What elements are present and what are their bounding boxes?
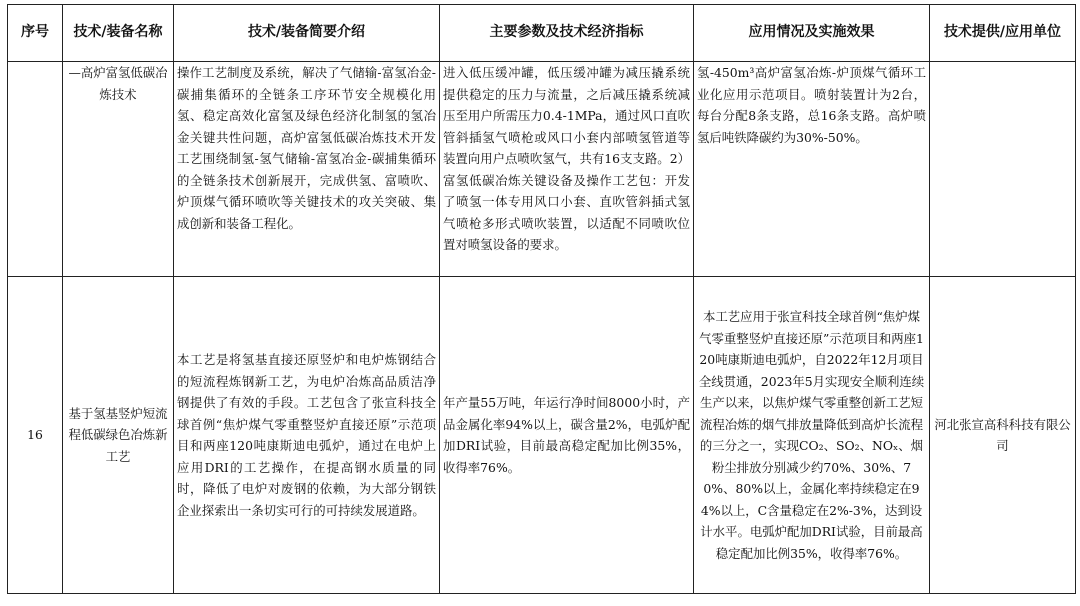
cell-no: 16 (8, 277, 63, 594)
cell-name: —高炉富氢低碳冶炼技术 (63, 62, 174, 277)
cell-application: 氢-450m³高炉富氢冶炼-炉顶煤气循环工业化应用示范项目。喷射装置计为2台，每台分配8条支路，总16条支路。高炉喷氢后吨铁降碳约为30%-50%。 (694, 62, 930, 277)
header-application: 应用情况及实施效果 (694, 5, 930, 62)
cell-params: 年产量55万吨，年运行净时间8000小时，产品金属化率94%以上，碳含量2%，电弧炉配加DRI试验，目前最高稳定配加比例35%，收得率76%。 (440, 277, 694, 594)
table-header-row (8, 5, 1076, 62)
cell-no (8, 62, 63, 277)
table-row (8, 62, 1076, 277)
header-intro: 技术/装备简要介绍 (174, 5, 440, 62)
cell-intro: 本工艺是将氢基直接还原竖炉和电炉炼钢结合的短流程炼钢新工艺，为电炉冶炼高品质洁净钢提供了有效的手段。工艺包含了张宣科技全球首例“焦炉煤气零重整竖炉直接还原”示范项目和两座120吨康斯迪电弧炉，通过在电炉上应用DRI的工艺操作，在提高钢水质量的同时，降低了电炉对废钢的依赖，为大部分钢铁企业探索出一条切实可行的可持续发展道路。 (174, 277, 440, 594)
cell-application: 本工艺应用于张宣科技全球首例“焦炉煤气零重整竖炉直接还原”示范项目和两座120吨康斯迪电弧炉，自2022年12月项目全线贯通，2023年5月实现安全顺利连续生产以来，以焦炉煤气零重整创新工艺短流程冶炼的烟气排放量降低到高炉长流程的三分之一，实现CO₂、SO₂、NOₓ、烟粉尘排放分别减少约70%、30%、70%、80%以上，金属化率持续稳定在94%以上，C含量稳定在2%-3%，达到设计水平。电弧炉配加DRI试验，目前最高稳定配加比例35%，收得率76%。 (694, 277, 930, 594)
tech-table (7, 4, 1076, 594)
header-no: 序号 (8, 5, 63, 62)
cell-provider (930, 62, 1076, 277)
cell-name: 基于氢基竖炉短流程低碳绿色冶炼新工艺 (63, 277, 174, 594)
header-params: 主要参数及技术经济指标 (440, 5, 694, 62)
header-provider: 技术提供/应用单位 (930, 5, 1076, 62)
cell-intro: 操作工艺制度及系统，解决了气储输-富氢冶金-碳捕集循环的全链条工序环节安全规模化用氢、稳定高效化富氢及绿色经济化制氢的氢冶金关键共性问题，高炉富氢低碳冶炼技术开发工艺围绕制氢-氢气储输-富氢冶金-碳捕集循环的全链条技术创新展开，完成供氢、富喷吹、炉顶煤气循环喷吹等关键技术的攻关突破、集成创新和装备工程化。 (174, 62, 440, 277)
header-name: 技术/装备名称 (63, 5, 174, 62)
table-row (8, 277, 1076, 594)
cell-params: 进入低压缓冲罐，低压缓冲罐为减压撬系统提供稳定的压力与流量，之后减压撬系统减压至用户所需压力0.4-1MPa，通过风口直吹管斜插氢气喷枪或风口小套内部喷氢管道等装置向用户点喷吹氢气，共有16支支路。2）富氢低碳冶炼关键设备及操作工艺包：开发了喷氢一体专用风口小套、直吹管斜插式氢气喷枪多形式喷吹装置，以适配不同喷吹位置对喷氢设备的要求。 (440, 62, 694, 277)
cell-provider: 河北张宣高科科技有限公司 (930, 277, 1076, 594)
